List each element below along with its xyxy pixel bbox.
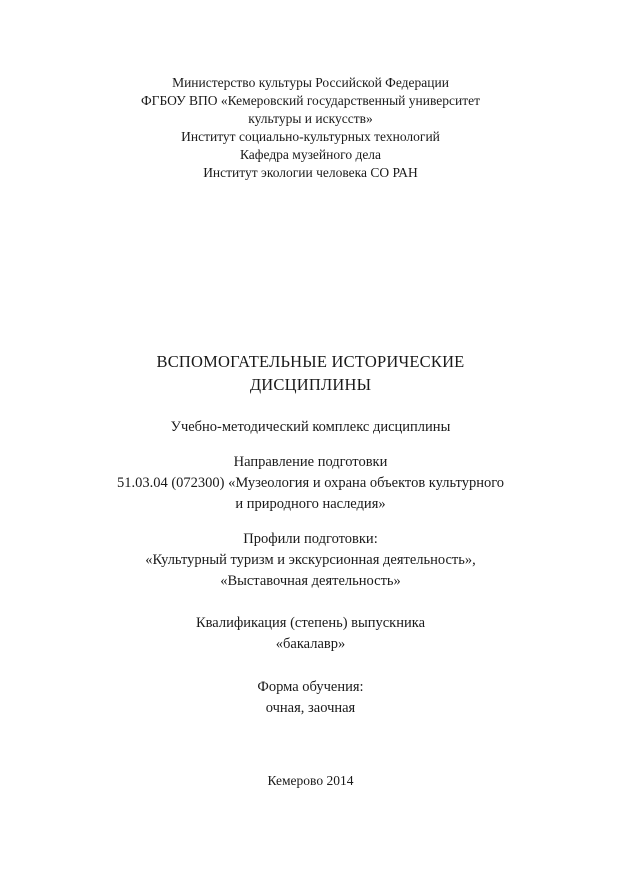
- direction-line-1: 51.03.04 (072300) «Музеология и охрана объектов культурного: [116, 475, 505, 491]
- profiles-section: [0, 529, 621, 592]
- qualification-section: [0, 613, 621, 655]
- subtitle-text: Учебно-методический комплекс дисциплины: [170, 419, 451, 435]
- header-line-ministry: Министерство культуры Российской Федерации: [172, 75, 449, 90]
- qualification-label: Квалификация (степень) выпускника: [195, 615, 426, 631]
- title-line-1: ВСПОМОГАТЕЛЬНЫЕ ИСТОРИЧЕСКИЕ: [156, 352, 465, 371]
- profile-line-1: «Культурный туризм и экскурсионная деятельность»,: [145, 552, 476, 568]
- header-line-institute: Институт социально-культурных технологий: [181, 129, 440, 144]
- header-line-ecology-institute: Институт экологии человека СО РАН: [203, 165, 418, 180]
- document-title: [0, 350, 621, 396]
- study-form-value: очная, заочная: [265, 700, 356, 716]
- study-form-section: [0, 677, 621, 719]
- header-line-university: ФГБОУ ВПО «Кемеровский государственный университет: [140, 93, 481, 108]
- direction-section: [0, 452, 621, 515]
- header-line-university-cont: культуры и искусств»: [248, 111, 373, 126]
- qualification-value: «бакалавр»: [275, 636, 346, 652]
- document-subtitle: [0, 417, 621, 438]
- profiles-label: Профили подготовки:: [243, 531, 378, 547]
- city-year: Кемерово 2014: [267, 773, 354, 788]
- direction-line-2: и природного наследия»: [235, 496, 386, 512]
- direction-label: Направление подготовки: [233, 454, 388, 470]
- study-form-label: Форма обучения:: [257, 679, 364, 695]
- title-line-2: ДИСЦИПЛИНЫ: [249, 375, 372, 394]
- institution-header: [0, 74, 621, 182]
- header-line-department: Кафедра музейного дела: [239, 147, 382, 162]
- profile-line-2: «Выставочная деятельность»: [220, 573, 401, 589]
